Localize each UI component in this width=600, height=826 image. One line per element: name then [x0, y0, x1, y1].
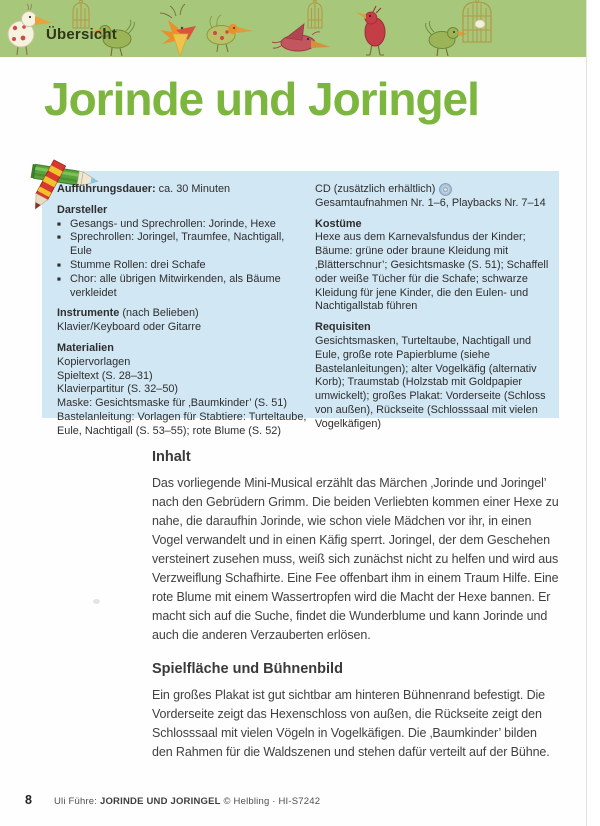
- speckled-bird-illustration: [207, 15, 253, 52]
- scan-margin: [587, 0, 600, 826]
- red-bird-illustration: [356, 6, 385, 55]
- cd-icon: [439, 183, 452, 196]
- duration-label: Aufführungsdauer:: [57, 183, 156, 195]
- page-number: 8: [25, 793, 32, 807]
- darsteller-list: [57, 218, 308, 301]
- main-content: [152, 449, 560, 762]
- list-item: ■ Gesangs- und Sprechrollen: Jorinde, Hexe: [57, 218, 308, 232]
- materialien-line: Bastelanleitung: Vorlagen für Stabtiere: Turteltaube, Eule, Nachtigall (S. 53–55); rote Blume (S. 52): [57, 410, 307, 437]
- large-birdcage-illustration: [463, 0, 491, 42]
- cd-label: CD (zusätzlich erhältlich): [315, 183, 436, 195]
- scan-page-edge: [586, 0, 587, 826]
- darsteller-heading: Darsteller: [57, 203, 108, 216]
- birdcage-illustration: [308, 0, 322, 28]
- cd-line: [315, 183, 555, 197]
- info-box-right-column: [315, 183, 555, 432]
- section-heading: Inhalt: [152, 449, 191, 465]
- materialien-heading: Materialien: [57, 341, 114, 354]
- credit-line: [54, 796, 320, 807]
- materialien-line: Klavierpartitur (S. 32–50): [57, 383, 179, 396]
- credit-author: Uli Führe:: [53, 796, 98, 807]
- list-item: ■ Chor: alle übrigen Mitwirkenden, als Bäume verkleidet: [57, 273, 308, 301]
- requisiten-text: Gesichtsmasken, Turteltaube, Nachtigall und Eule, große rote Papierblume (siehe Bastelanleitungen); alter Vogelkäfig (alternativ Korb); Traumstab (Holzstab mit Goldpapier umwickelt); großes Plakat: Vorderseite (Schloss von außen), Rückseite (Schlosssaal mit vielen Vogelkäfigen): [315, 334, 546, 430]
- materialien-line: Spieltext (S. 28–31): [57, 369, 153, 382]
- cd-subline: Gesamtaufnahmen Nr. 1–6, Playbacks Nr. 7–14: [315, 196, 546, 209]
- page-footer: [25, 793, 320, 807]
- page-tab-label: Übersicht: [46, 26, 117, 43]
- list-item: ■ Stumme Rollen: drei Schafe: [57, 259, 308, 273]
- section-inhalt: [152, 449, 560, 645]
- duration-line: [57, 183, 308, 197]
- credit-rest: © Helbling · HI-S7242: [223, 796, 321, 807]
- kostueme-text: Hexe aus dem Karnevalsfundus der Kinder; Bäume: grüne oder braune Kleidung mit ‚Blätterschnur’; Gesichtsmaske (S. 51); Schaffell oder weiße Tücher für die Schafe; schwarze Kleidung für jene Kinder, die den Eulen- und Nachtigallstab führen: [315, 231, 549, 313]
- credit-title: JORINDE UND JORINGEL: [99, 796, 221, 807]
- instrumente-note: (nach Belieben): [119, 307, 199, 320]
- info-box: [42, 171, 559, 437]
- birdcage-illustration: [73, 0, 89, 28]
- section-spielflaeche: [152, 661, 560, 762]
- info-box-left-column: [57, 183, 308, 439]
- page-title: Jorinde und Joringel: [44, 73, 479, 125]
- instrumente-heading: Instrumente: [57, 307, 120, 320]
- scan-speck: [93, 599, 100, 604]
- duration-value: ca. 30 Minuten: [158, 183, 231, 195]
- materialien-line: Maske: Gesichtsmaske für ‚Baumkinder’ (S. 51): [57, 397, 287, 410]
- materialien-line: Kopiervorlagen: [57, 355, 131, 368]
- green-bird-illustration: [426, 21, 468, 56]
- section-text: Das vorliegende Mini-Musical erzählt das Märchen ‚Jorinde und Joringel’ nach den Gebrüdern Grimm. Die beiden Verliebten kommen einer Hexe zu nahe, die daraufhin Jorinde, wie schon viele Mädchen vor ihr, in einen Vogel verwandelt und in einen Käfig sperrt. Joringel, der dem Geschehen versteinert zusehen muss, weiß sich zunächst nicht zu helfen und wird aus Verzweiflung Schafhirte. Eine Fee offenbart ihm in einem Traum Hilfe. Eine rote Blume mit einem Wassertropfen wird die Macht der Hexe bannen. Er macht sich auf die Suche, findet die Wunderblume und kann Jorinde und auch die anderen Verzauberten erlösen.: [152, 476, 559, 642]
- orange-fancy-bird-illustration: [160, 4, 196, 56]
- list-item: ■ Sprechrollen: Joringel, Traumfee, Nachtigall, Eule: [57, 231, 308, 259]
- instrumente-line: Klavier/Keyboard oder Gitarre: [57, 321, 202, 334]
- requisiten-heading: Requisiten: [315, 321, 371, 334]
- header-band: [0, 0, 587, 57]
- section-text: Ein großes Plakat ist gut sichtbar am hinteren Bühnenrand befestigt. Die Vorderseite zeigt das Hexenschloss von außen, die Rückseite zeigt den Schlosssaal mit vielen Vögeln in Vogelkäfigen. Die ‚Baumkinder’ bilden den Rahmen für die Waldszenen und stehen dafür verteilt auf der Bühne.: [152, 688, 550, 759]
- instrumente-heading-line: [57, 307, 308, 321]
- kostueme-heading: Kostüme: [315, 217, 362, 230]
- section-heading: Spielfläche und Bühnenbild: [152, 661, 343, 677]
